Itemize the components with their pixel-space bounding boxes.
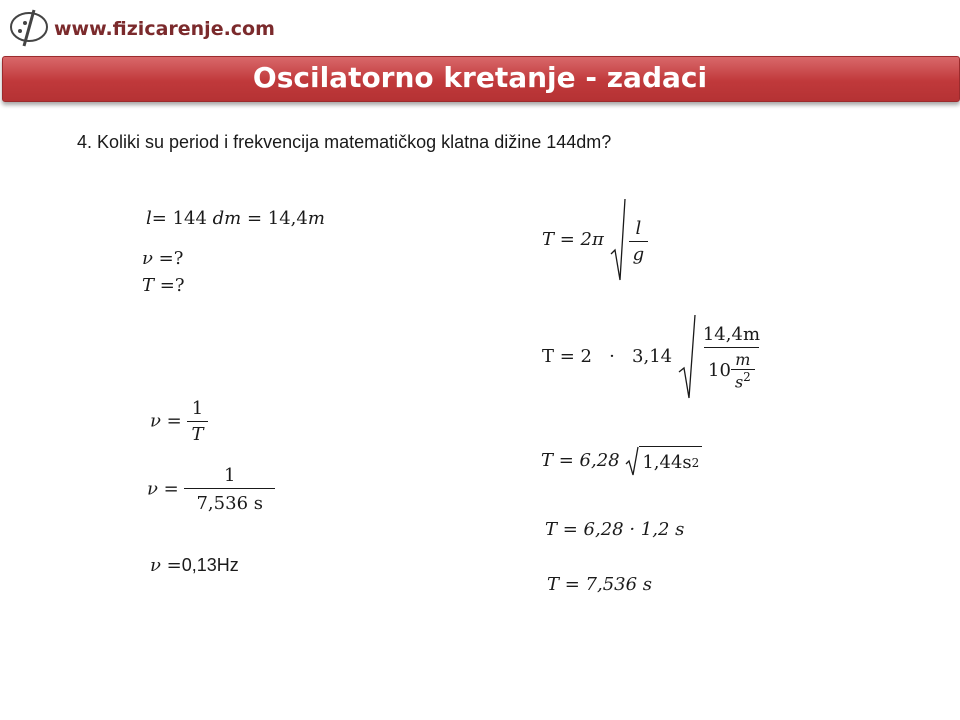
frequency-substitution: [147, 465, 275, 514]
given-frequency: [142, 248, 183, 269]
step2-fraction: [184, 465, 275, 514]
period-sqrt-step: [541, 446, 702, 476]
r1-den: g: [629, 241, 649, 265]
sqrt-sign-icon: [625, 446, 639, 476]
r2-den-pre: 10: [708, 360, 731, 382]
frequency-formula: [150, 398, 208, 445]
length-symbol: l: [146, 208, 152, 229]
step2-lhs: ν =: [147, 478, 179, 500]
step1-num: 1: [191, 398, 204, 419]
step1-den: T: [187, 421, 207, 445]
r1-sqrt: [610, 198, 652, 282]
nu-unknown: =?: [152, 248, 184, 269]
r2-num: 14,4m: [702, 324, 761, 346]
period-result: T = 7,536 s: [547, 574, 653, 595]
period-substitution: [542, 314, 767, 400]
r1-num: l: [635, 217, 642, 239]
page-title: Oscilatorno kretanje - zadaci: [252, 61, 708, 94]
r3-sqrt: [625, 446, 702, 476]
period-formula: [542, 198, 651, 282]
length-converted: = 14,4: [241, 208, 308, 229]
r3-rad: 1,44s: [642, 452, 692, 473]
step2-num: 1: [224, 465, 236, 486]
r1-lhs: T = 2π: [542, 229, 604, 250]
given-length: [146, 208, 325, 229]
site-url[interactable]: www.fizicarenje.com: [54, 18, 275, 40]
r2-sqrt: [678, 314, 767, 400]
problem-statement: 4. Koliki su period i frekvencija matematičkog klatna dižine 144dm?: [77, 132, 612, 152]
r2-den-num: m: [735, 350, 751, 370]
nu-symbol: ν: [142, 248, 153, 269]
r2-lhs: T = 2 · 3,14: [542, 346, 673, 367]
r2-den-exp: 2: [743, 370, 751, 385]
r2-den: [704, 347, 759, 391]
sqrt-sign-icon: [610, 198, 626, 282]
step1-fraction: [187, 398, 207, 445]
t-unknown: =?: [154, 275, 185, 296]
step3-lhs: ν =: [150, 555, 182, 576]
logo-icon: [8, 6, 50, 48]
length-unit: dm: [212, 208, 242, 229]
sqrt-sign-icon: [678, 314, 696, 400]
r3-lhs: T = 6,28: [541, 450, 620, 471]
given-period: [142, 275, 184, 296]
t-symbol: T: [142, 275, 155, 296]
site-logo: [8, 6, 50, 53]
r3-exp: 2: [691, 455, 700, 470]
period-product-step: T = 6,28 · 1,2 s: [545, 519, 685, 540]
step3-rhs: 0,13Hz: [181, 555, 239, 575]
length-unit-m: m: [307, 208, 325, 229]
length-value: = 144: [151, 208, 213, 229]
step2-den: 7,536 s: [184, 488, 275, 514]
frequency-result: [150, 555, 239, 576]
step1-lhs: ν =: [150, 410, 182, 432]
r2-den-den: s: [734, 372, 744, 392]
